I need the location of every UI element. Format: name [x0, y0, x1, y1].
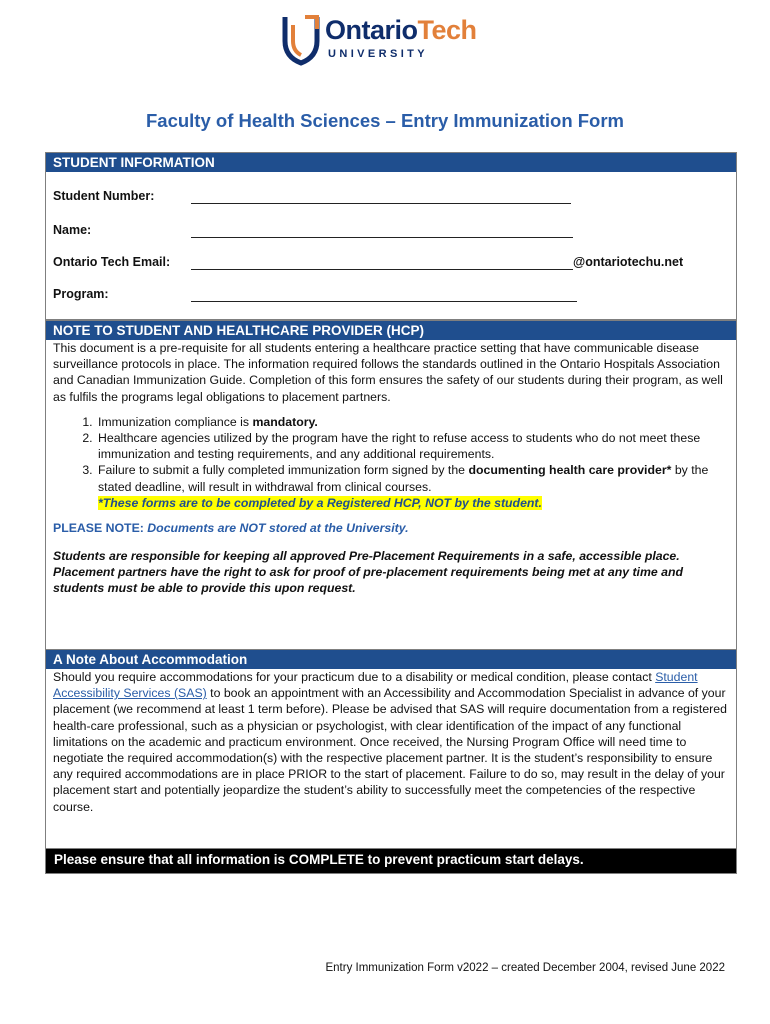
hcp-highlight: *These forms are to be completed by a Registered HCP, NOT by the student.	[98, 495, 542, 510]
student-number-line[interactable]	[191, 203, 571, 204]
logo-subtitle: UNIVERSITY	[328, 48, 429, 60]
list-item: 3. Failure to submit a fully completed immunization form signed by the documenting health care provider* by the stated deadline, will result in withdrawal from clinical courses. *These forms are to be completed by a Registered HCP, NOT by the student.	[96, 462, 736, 511]
student-information-header: STUDENT INFORMATION	[46, 153, 736, 172]
program-line[interactable]	[191, 301, 577, 302]
page-title: Faculty of Health Sciences – Entry Immunization Form	[145, 110, 625, 131]
list-item: 1. Immunization compliance is mandatory.	[96, 414, 736, 430]
please-note-text: Documents are NOT stored at the University.	[147, 521, 409, 536]
accommodation-section	[45, 649, 737, 849]
list-item: 2. Healthcare agencies utilized by the program have the right to refuse access to students who do not meet these immunization and testing requirements, and any additional requirements.	[96, 430, 736, 462]
page-footer: Entry Immunization Form v2022 – created December 2004, revised June 2022	[325, 962, 725, 974]
please-note-label: PLEASE NOTE:	[53, 521, 144, 536]
please-note	[46, 521, 736, 535]
ontario-tech-logo	[281, 11, 496, 73]
accommodation-header: A Note About Accommodation	[46, 650, 736, 669]
note-header: NOTE TO STUDENT AND HEALTHCARE PROVIDER (HCP)	[46, 321, 736, 340]
logo-name-part1: Ontario	[325, 15, 418, 45]
name-line[interactable]	[191, 237, 573, 238]
field-label: Ontario Tech Email:	[53, 255, 171, 269]
student-information-section	[45, 152, 737, 320]
responsibility-statement: Students are responsible for keeping all approved Pre-Placement Requirements in a safe, accessible place. Placement partners have the right to ask for proof of pre-placement requirements being met at any time and students must be able to provide this upon request.	[53, 549, 684, 596]
complete-info-banner: Please ensure that all information is COMPLETE to prevent practicum start delays.	[45, 848, 737, 874]
field-label: Name:	[53, 223, 92, 237]
note-intro: This document is a pre-requisite for all students entering a healthcare practice setting that have communicable disease surveillance protocols in place. The information required follows the standards outlined in the Ontario Hospitals Association and Canadian Immunization Guide. Completion of this form ensures the safety of our students during their program, as well as fulfils the programs legal obligations to placement partners.	[53, 341, 723, 404]
field-label: Student Number:	[53, 189, 155, 203]
accommodation-text: Should you require accommodations for your practicum due to a disability or medical condition, please contact Student Accessibility Services (SAS) to book an appointment with an Accessibility and Accommodation Specialist in advance of your placement (we recommend at least 1 term before). Please be advised that SAS will require documentation from a registered health-care professional, such as a physician or psychologist, with clear identification of the impact of any functional limitations on the academic and practicum environment. Once received, the Nursing Program Office will need time to negotiate the required accommodation(s) with the respective placement partner. It is the student’s responsibility to ensure any required accommodations are in place PRIOR to the start of placement. Failure to do so, may result in the delay of your placement start and potentially jeopardize the student’s ability to successfully meet the competencies of the respective course.	[53, 670, 727, 814]
field-label: Program:	[53, 287, 109, 301]
email-line[interactable]	[191, 269, 573, 270]
requirements-list	[46, 414, 736, 511]
note-section	[45, 320, 737, 650]
ontario-tech-shield-icon	[281, 11, 321, 67]
logo-name-part2: Tech	[417, 15, 477, 45]
sas-link[interactable]: Student Accessibility Services (SAS)	[53, 670, 698, 701]
email-domain-suffix: @ontariotechu.net	[573, 255, 684, 269]
